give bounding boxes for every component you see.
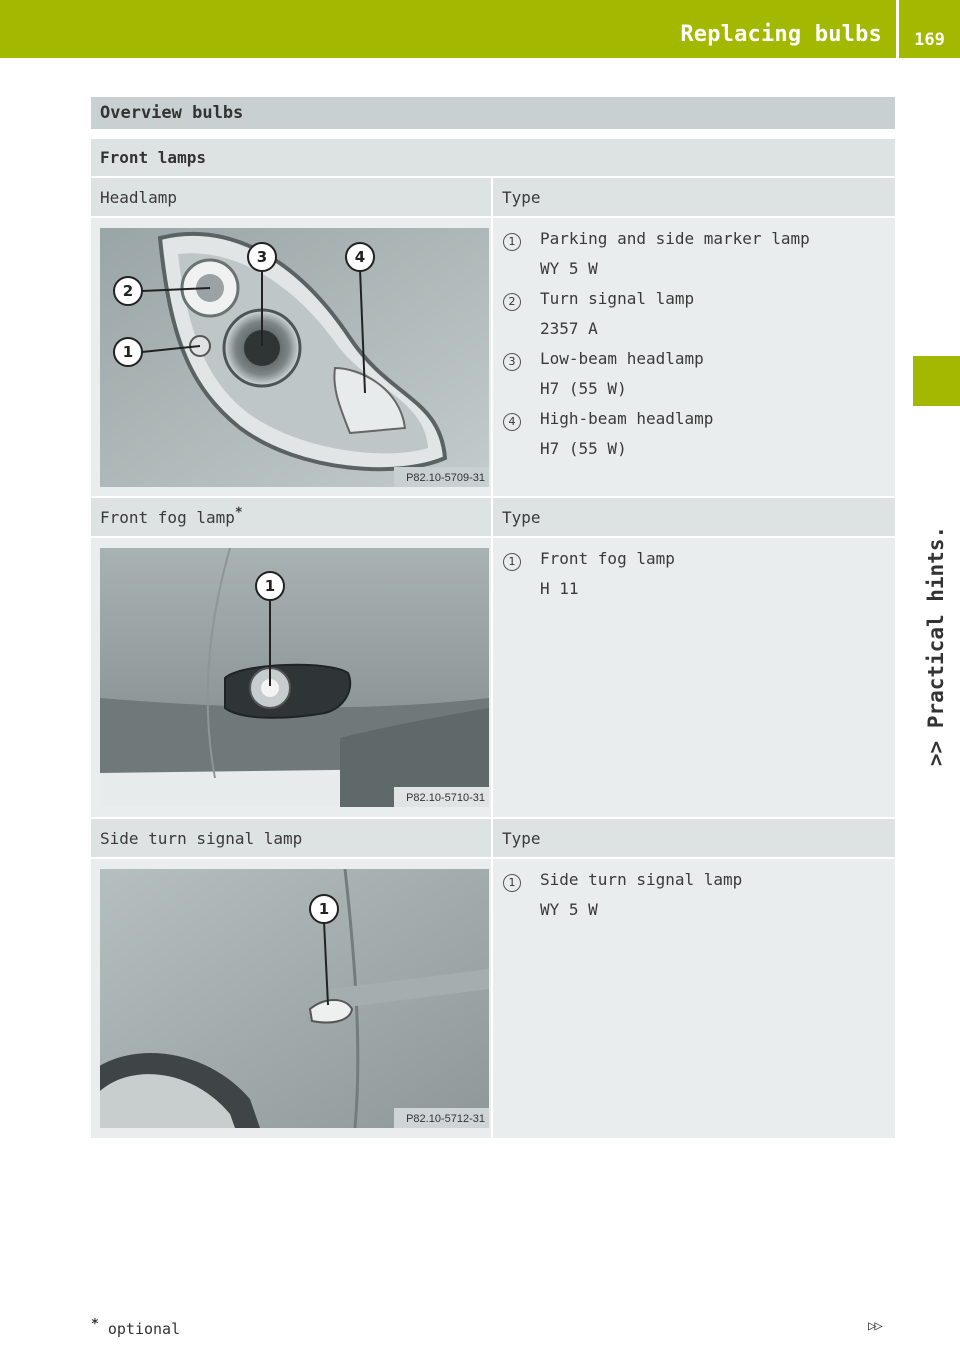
list-item bbox=[503, 230, 895, 284]
svg-text:1: 1 bbox=[318, 900, 330, 918]
svg-text:1: 1 bbox=[264, 577, 276, 595]
list-item bbox=[503, 871, 895, 925]
svg-text:2: 2 bbox=[122, 282, 134, 300]
item-number: 2 bbox=[503, 293, 521, 311]
bulb-type: H 11 bbox=[540, 579, 579, 598]
bulb-name: High-beam headlamp bbox=[540, 409, 714, 428]
table-row bbox=[91, 538, 895, 819]
list-item bbox=[503, 410, 895, 464]
item-number: 1 bbox=[503, 874, 521, 892]
footnote: * optional bbox=[91, 1317, 181, 1338]
fog-lamp-illustration bbox=[100, 548, 489, 807]
item-number: 3 bbox=[503, 353, 521, 371]
bulb-table bbox=[91, 139, 895, 1138]
list-item bbox=[503, 550, 895, 604]
group-header bbox=[91, 139, 895, 178]
photo-code: P82.10-5712-31 bbox=[406, 1113, 485, 1125]
bulb-name: Turn signal lamp bbox=[540, 289, 695, 308]
headlamp-illustration bbox=[100, 228, 489, 487]
bulb-name: Front fog lamp bbox=[540, 549, 675, 568]
item-number: 1 bbox=[503, 553, 521, 571]
chapter-tab bbox=[913, 356, 960, 406]
item-number: 1 bbox=[503, 233, 521, 251]
bulb-type: H7 (55 W) bbox=[540, 439, 627, 458]
chapter-label: >> Practical hints. bbox=[924, 525, 948, 767]
item-number: 4 bbox=[503, 413, 521, 431]
type-header: Type bbox=[502, 188, 541, 207]
table-row bbox=[91, 859, 895, 1138]
photo-code: P82.10-5710-31 bbox=[406, 792, 485, 804]
list-item bbox=[503, 350, 895, 404]
svg-text:1: 1 bbox=[122, 343, 134, 361]
section-title: Overview bulbs bbox=[91, 97, 895, 129]
bulb-type: WY 5 W bbox=[540, 900, 598, 919]
svg-text:3: 3 bbox=[256, 248, 268, 266]
bulb-name: Low-beam headlamp bbox=[540, 349, 704, 368]
bulb-name: Side turn signal lamp bbox=[540, 870, 743, 889]
bulb-name: Parking and side marker lamp bbox=[540, 229, 810, 248]
lamp-header: Front fog lamp* bbox=[91, 498, 493, 536]
bulb-type: 2357 A bbox=[540, 319, 598, 338]
lamp-header: Headlamp bbox=[91, 178, 493, 216]
table-header-row bbox=[91, 819, 895, 859]
photo-code: P82.10-5709-31 bbox=[406, 472, 485, 484]
svg-text:4: 4 bbox=[354, 248, 366, 266]
double-triangle-right-icon: ▷▷ bbox=[868, 1318, 881, 1334]
page-title: Replacing bulbs bbox=[680, 22, 882, 47]
type-header: Type bbox=[502, 508, 541, 527]
side-turn-signal-illustration bbox=[100, 869, 489, 1128]
table-header-row bbox=[91, 498, 895, 538]
group-title: Front lamps bbox=[100, 148, 206, 167]
bulb-type: H7 (55 W) bbox=[540, 379, 627, 398]
type-header: Type bbox=[502, 829, 541, 848]
fog-lamp-photo bbox=[100, 548, 489, 807]
table-row bbox=[91, 218, 895, 498]
list-item bbox=[503, 290, 895, 344]
headlamp-photo bbox=[100, 228, 489, 487]
lamp-header: Side turn signal lamp bbox=[91, 819, 493, 857]
side-turn-signal-photo bbox=[100, 869, 489, 1128]
page-number: 169 bbox=[914, 30, 945, 50]
bulb-type: WY 5 W bbox=[540, 259, 598, 278]
table-header-row bbox=[91, 178, 895, 218]
